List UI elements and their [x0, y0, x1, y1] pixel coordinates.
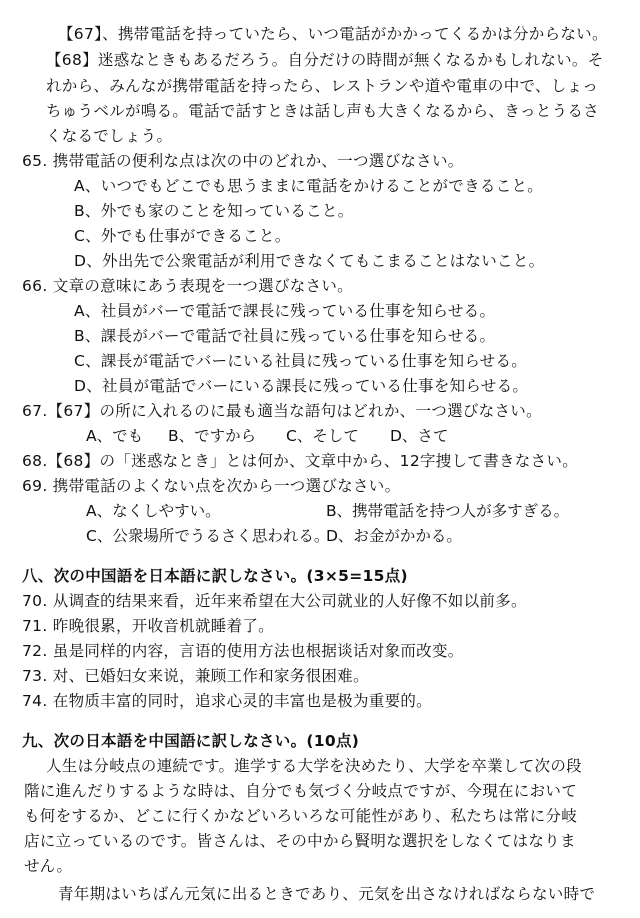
question-69-stem: 69. 携帯電話のよくない点を次から一つ選びなさい。	[22, 477, 401, 495]
section-9-paragraph-2: 青年期はいちばん元気に出るときであり、元気を出さなければならない時で	[58, 885, 596, 903]
question-69-option-a: A、なくしやすい。	[86, 502, 221, 520]
question-67-options	[0, 426, 640, 446]
question-65-option-b: B、外でも家のことを知っていること。	[74, 202, 354, 220]
question-67-stem: 67.【67】の所に入れるのに最も適当な語句はどれか、一つ選びなさい。	[22, 402, 542, 420]
section-9-heading: 九、次の日本語を中国語に訳しなさい。(10点)	[22, 732, 360, 750]
passage-line-5: くなるでしょう。	[46, 127, 173, 145]
section-9-paragraph-1-line-3: も何をするか、どこに行くかなどいろいろな可能性があり、私たちは常に分岐	[24, 807, 578, 825]
section-9-paragraph-1-line-1: 人生は分岐点の連続です。進学する大学を決めたり、大学を卒業して次の段	[46, 757, 582, 775]
section-9-paragraph-1-line-2: 階に進んだりするような時は、自分でも気づく分岐点ですが、今現在において	[24, 782, 578, 800]
question-69-option-b: B、携帯電話を持つ人が多すぎる。	[326, 502, 570, 520]
section-9-paragraph-1-line-5: せん。	[24, 857, 73, 875]
question-69-options-row-1	[0, 501, 640, 521]
section-8-item-70: 70. 从调查的结果来看，近年来希望在大公司就业的人好像不如以前多。	[22, 592, 527, 610]
passage-line-3: れから、みんなが携帯電話を持ったら、レストランや道や電車の中で、しょっ	[46, 77, 599, 95]
question-67-option-a: A、でも	[86, 427, 144, 445]
question-67-option-b: B、ですから	[168, 427, 257, 445]
question-69-options-row-2	[0, 526, 640, 546]
question-65-option-d: D、外出先で公衆電話が利用できなくてもこまることはないこと。	[74, 252, 545, 270]
question-69-option-c: C、公衆場所でうるさく思われる。	[86, 527, 330, 545]
question-66-stem: 66. 文章の意味にあう表現を一つ選びなさい。	[22, 277, 353, 295]
section-9-paragraph-1-line-4: 店に立っているのです。皆さんは、その中から賢明な選択をしなくてはなりま	[24, 832, 576, 850]
section-8-item-72: 72. 虽是同样的内容，言语的使用方法也根据谈话对象而改变。	[22, 642, 464, 660]
question-66-option-c: C、課長が電話でバーにいる社員に残っている仕事を知らせる。	[74, 352, 528, 370]
question-65-option-a: A、いつでもどこでも思うままに電話をかけることができること。	[74, 177, 544, 195]
passage-line-2: 【68】迷惑なときもあるだろう。自分だけの時間が無くなるかもしれない。そ	[46, 51, 604, 69]
question-65-option-c: C、外でも仕事ができること。	[74, 227, 291, 245]
question-69-option-d: D、お金がかかる。	[326, 527, 462, 545]
question-66-option-d: D、社員が電話でバーにいる課長に残っている仕事を知らせる。	[74, 377, 529, 395]
section-8-item-74: 74. 在物质丰富的同时，追求心灵的丰富也是极为重要的。	[22, 692, 432, 710]
question-65-stem: 65. 携帯電話の便利な点は次の中のどれか、一つ選びなさい。	[22, 152, 464, 170]
question-66-option-b: B、課長がバーで電話で社員に残っている仕事を知らせる。	[74, 327, 496, 345]
question-68-stem: 68.【68】の「迷惑なとき」とは何か、文章中から、12字捜して書きなさい。	[22, 452, 578, 470]
passage-line-1: 【67】、携帯電話を持っていたら、いつ電話がかかってくるかは分からない。	[58, 25, 608, 43]
question-67-option-c: C、そして	[286, 427, 359, 445]
passage-line-4: ちゅうベルが鳴る。電話で話すときは話し声も大きくなるから、きっとうるさ	[46, 102, 600, 120]
section-8-heading: 八、次の中国語を日本語に訳しなさい。(3×5=15点)	[22, 567, 408, 585]
question-66-option-a: A、社員がバーで電話で課長に残っている仕事を知らせる。	[74, 302, 496, 320]
question-67-option-d: D、さて	[390, 427, 449, 445]
section-8-item-73: 73. 对、已婚妇女来说，兼顾工作和家务很困难。	[22, 667, 369, 685]
section-8-item-71: 71. 昨晚很累，开收音机就睡着了。	[22, 617, 274, 635]
